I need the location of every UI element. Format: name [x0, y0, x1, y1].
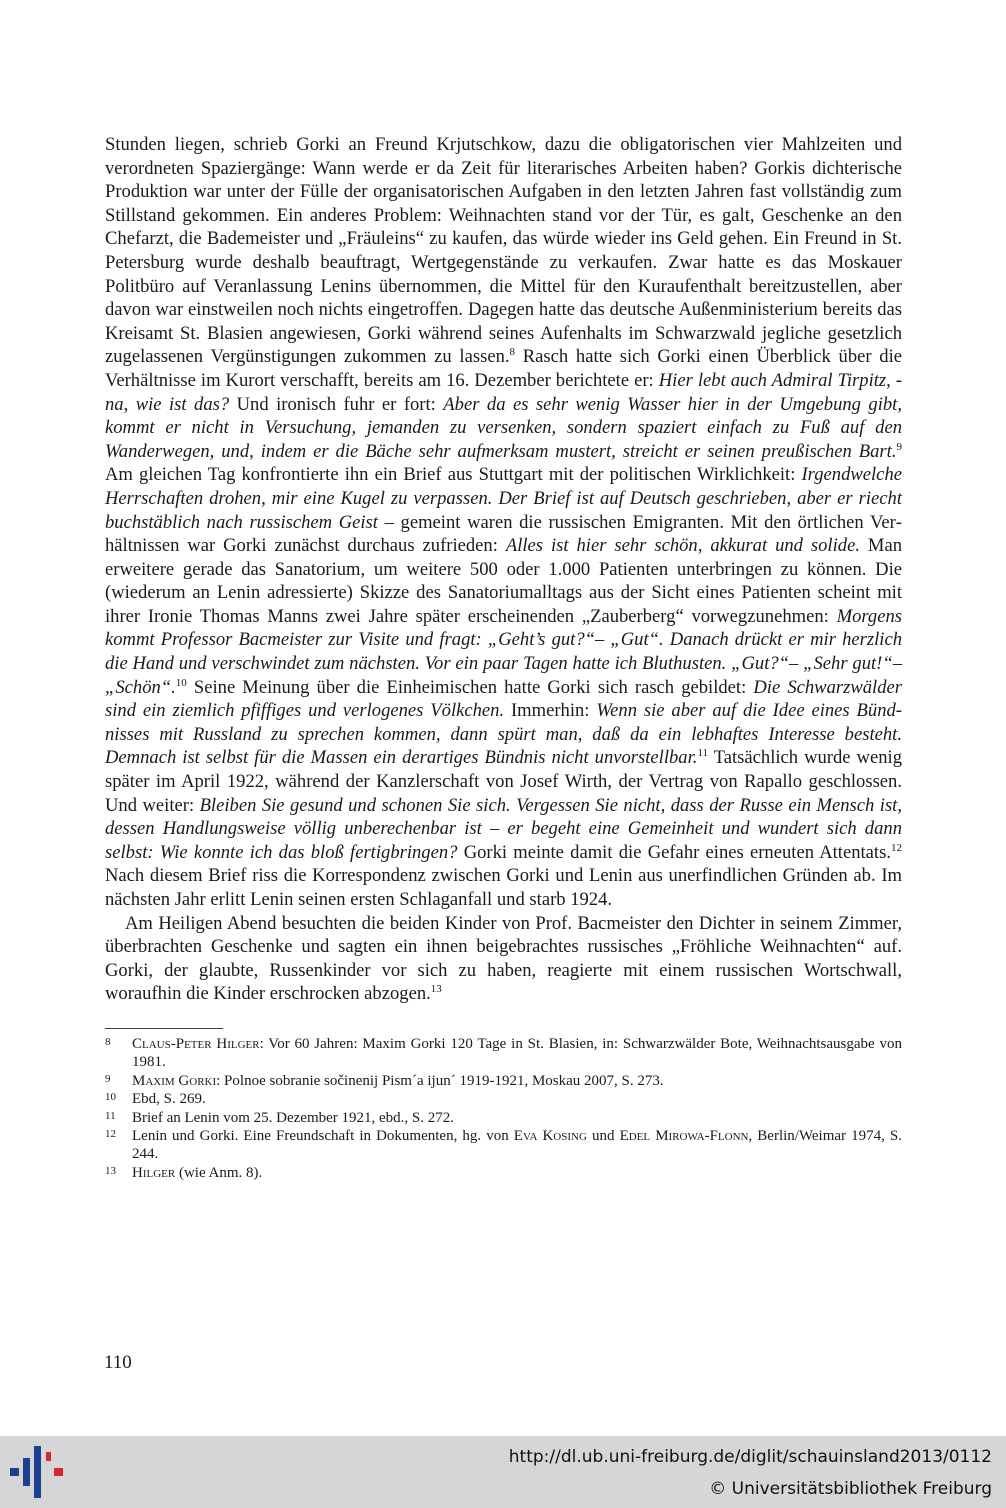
quote-run: Die Schwarzwälder sind ein ziemlich pfiffiges und verlogenes Völkchen.: [105, 676, 902, 722]
footnote-text: Brief an Lenin vom 25. Dezember 1921, ebd., S. 272.: [132, 1109, 455, 1126]
text-run: Rasch hatte sich Gorki einen Überblick über die Verhältnisse im Kurort verschafft, bereits am 16. Dezember berichtete er:: [105, 346, 902, 391]
footnote-number: 11: [105, 1109, 116, 1122]
footnote-body: : Polnoe sobranie sočinenij Pism´a ijun´ 1919-1921, Moskau 2007, S. 273.: [216, 1072, 664, 1089]
footnote-ref-12[interactable]: 12: [891, 841, 902, 854]
quote-run: Irgendwelche Herrschaften drohen, mir eine Kugel zu verpassen. Der Brief ist auf Deutsch geschrieben, aber er riecht buchstäblich nach russischem Geist: [105, 464, 902, 533]
footnote-10: [105, 1090, 902, 1108]
copyright-notice: © Universitätsbibliothek Freiburg: [709, 1479, 992, 1499]
page-number: 110: [104, 1352, 132, 1373]
editor-name: Edel Mirowa-Flonn: [619, 1128, 749, 1144]
text-run: Stunden liegen, schrieb Gorki an Freund Krjutschkow, dazu die obligatorischen vier Mahlzeiten und verordneten Spaziergänge: Wann werde er da Zeit für literarisches Arbeiten haben? Gorkis dichterische Produktion war unter der Fülle der organisatorischen Aufgaben in den letzten Jahren fast vollständig zum Stillstand gekommen. Ein anderes Problem: Weihnachten stand vor der Tür, es galt, Geschenke an den Chefarzt, die Bademeister und „Fräuleins“ zu kaufen, das würde wieder ins Geld gehen. Ein Freund in St. Petersburg wurde deshalb beauftragt, Wertgegenstände zu verkaufen. Zwar hatte es das Moskauer Politbüro auf Veranlassung Lenins übernommen, die Mittel für den Kuraufenthalt bereitzustellen, aber davon war einstweilen noch nichts eingetroffen. Dagegen hatte das deutsche Außenministerium bereits das Kreisamt St. Blasien angewiesen, Gorki während seines Aufenhalts im Schwarzwald jegliche gesetzlich zugelassenen Vergünstigungen zukommen zu lassen.: [105, 134, 902, 368]
footnote-ref-8[interactable]: 8: [509, 346, 516, 359]
author-name: Claus-Peter Hilger: [132, 1035, 260, 1052]
text-run: Am Heiligen Abend besuchten die beiden Kinder von Prof. Bacmeister den Dichter in seinem Zimmer, überbrachten Geschenke und sagten ein ihnen beigebrachtes russisches „Fröhliche Weihnachten“ auf. Gorki, der glaubte, Russenkinder vor sich zu haben, reagierte mit einem russischen Wortschwall, woraufhin die Kinder erschrocken abzogen.: [105, 912, 902, 1005]
footnote-number: 9: [105, 1072, 111, 1085]
quote-run: Wenn sie aber auf die Idee eines Bündnisses mit Russland zu sprechen kommen, dann spürt man, daß da ein lebhaftes Interesse besteht. Demnach ist selbst für die Massen ein derartiges Bündnis nicht unvorstellbar.: [105, 700, 902, 769]
footnote-ref-9[interactable]: 9: [896, 440, 902, 453]
footnote-body: , Berlin/Weimar 1974, S. 244.: [132, 1128, 903, 1163]
footnote-number: 10: [105, 1091, 116, 1104]
footnote-body: : Vor 60 Jahren: Maxim Gorki 120 Tage in St. Blasien, in: Schwarzwälder Bote, Weihnachtsausgabe von 1981.: [132, 1035, 902, 1071]
footnote-ref-10[interactable]: 10: [175, 676, 187, 689]
footnote-text: [132, 1035, 902, 1072]
page-content: [105, 133, 902, 1182]
editor-name: Eva Kosing: [513, 1128, 587, 1144]
footnote-12: [105, 1127, 902, 1164]
footnote-number: 13: [105, 1164, 116, 1177]
footnote-number: 12: [105, 1128, 116, 1140]
quote-run: Hier lebt auch Admiral Tirpitz, - na, wie ist das?: [105, 369, 902, 415]
footnote-11: [105, 1109, 902, 1127]
footnotes: [105, 1035, 902, 1182]
quote-run: Aber da es sehr wenig Wasser hier in der Umgebung gibt, kommt er nicht in Versuchung, jemanden zu versenken, sondern spaziert einfach zu Fuß auf den Wanderwegen, und, indem er die Bäche sehr aufmerksam mustert, streicht er seinen preußischen Bart.: [105, 393, 902, 462]
body-paragraph-1: [105, 133, 902, 912]
body-paragraph-2: [105, 912, 902, 1006]
footnote-ref-13[interactable]: 13: [430, 983, 442, 996]
quote-run: Morgens kommt Professor Bacmeister zur Visite und fragt: „Geht’s gut?“– „Gut“. Danach drückt er mir herzlich die Hand und verschwindet zum nächsten. Vor ein paar Tagen hatte ich Bluthusten. „Gut?“– „Sehr gut!“– „Schön“.: [105, 605, 902, 698]
footnote-8: [105, 1035, 902, 1072]
text-run: Immerhin:: [504, 700, 597, 722]
text-run: Am gleichen Tag konfrontierte ihn ein Brief aus Stuttgart mit der politischen Wirklichkeit:: [105, 464, 802, 486]
footnote-text: Ebd, S. 269.: [132, 1091, 206, 1108]
text-run: Man erweitere gerade das Sanatorium, um weitere 500 oder 1.000 Patienten unterbringen zu können. Die (wiederum an Lenin adressierte) Skizze des Sanatoriumalltags aus der Sicht eines Patienten scheint mit ihrer Ironie Thomas Manns zwei Jahre später erscheinenden „Zauberberg“ vorwegzunehmen:: [105, 535, 902, 627]
footnote-body: (wie Anm. 8).: [175, 1164, 263, 1181]
text-run: Nach diesem Brief riss die Korrespondenz zwischen Gorki und Lenin aus unerfindlichen Gründen ab. Im nächsten Jahr erlitt Lenin seinen ersten Schlaganfall und starb 1924.: [105, 865, 902, 910]
footnote-number: 8: [105, 1035, 111, 1048]
footnote-divider: [105, 1028, 223, 1029]
text-run: Gorki meinte damit die Gefahr eines erneuten Attentats.: [457, 841, 891, 863]
author-name: Maxim Gorki: [132, 1072, 217, 1089]
text-run: – gemeint waren die russischen Emigranten. Mit den örtlichen Verhältnissen war Gorki zunächst durchaus zufrieden:: [105, 511, 902, 557]
ub-freiburg-logo-icon[interactable]: [8, 1442, 68, 1502]
quote-run: Alles ist hier sehr schön, akkurat und solide.: [505, 535, 860, 557]
footnote-9: [105, 1072, 902, 1090]
footnote-text: [132, 1164, 902, 1182]
footnote-body: Lenin und Gorki. Eine Freundschaft in Dokumenten, hg. von: [132, 1128, 514, 1144]
quote-run: Bleiben Sie gesund und schonen Sie sich. Vergessen Sie nicht, dass der Russe ein Mensch ist, dessen Handlungsweise völlig unberechenbar ist – er begeht eine Gemeinheit und wundert sich dann selbst: Wie konnte ich das bloß fertigbringen?: [105, 794, 902, 863]
footnote-text: [132, 1127, 902, 1164]
footnote-body: und: [586, 1128, 620, 1144]
author-name: Hilger: [132, 1164, 176, 1181]
text-run: Seine Meinung über die Einheimischen hatte Gorki sich rasch gebildet:: [186, 676, 754, 698]
footnote-ref-11[interactable]: 11: [697, 747, 709, 760]
footnote-text: [132, 1072, 902, 1090]
text-run: Tatsächlich wurde wenig später im April 1922, während der Kanzlerschaft von Josef Wirth, der Vertrag von Rapallo geschlossen. Und weiter:: [105, 747, 902, 816]
text-run: Und ironisch fuhr er fort:: [229, 393, 444, 415]
library-footer-bar: [0, 1436, 1006, 1508]
source-url-link[interactable]: http://dl.ub.uni-freiburg.de/diglit/schauinsland2013/0112: [508, 1447, 992, 1467]
footnote-13: [105, 1164, 902, 1182]
